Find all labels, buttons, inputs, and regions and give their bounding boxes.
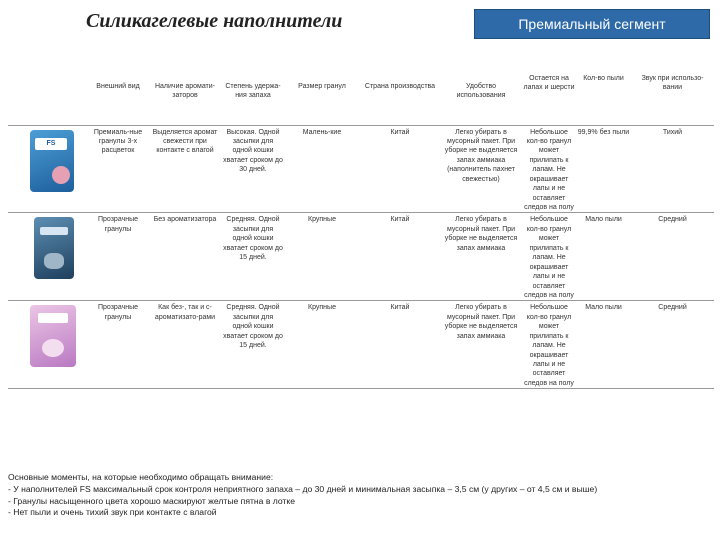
cell-usability: Легко убирать в мусорный пакет. При уборке не выделяется запах аммиака (наполнитель пахнет свежестью) <box>440 125 522 213</box>
cell-sound: Тихий <box>631 125 714 213</box>
cell-aroma: Без ароматизатора <box>148 213 222 301</box>
cell-odor: Средняя. Одной засыпки для одной кошки хватает сроком до 15 дней. <box>222 213 284 301</box>
cell-aroma: Как без-, так и с-ароматизато-рами <box>148 301 222 389</box>
cat-litter-bag-dark-blue-icon <box>34 217 74 279</box>
cell-size: Крупные <box>284 301 360 389</box>
notes-heading: Основные моменты, на которые необходимо обращать внимание: <box>8 472 274 482</box>
col-header-odor: Степень удержа-ния запаха <box>222 70 284 125</box>
col-header-image <box>8 70 88 125</box>
note-item: - Нет пыли и очень тихий звук при контакте с влагой <box>8 507 217 518</box>
cell-sound: Средний <box>631 213 714 301</box>
cell-remains: Небольшое кол-во гранул может прилипать к лапам. Не окрашивает лапы и не оставляет следов на полу <box>522 213 576 301</box>
table-row <box>8 125 714 213</box>
col-header-remains: Остается на лапах и шерсти <box>522 70 576 125</box>
cell-odor: Высокая. Одной засыпки для одной кошки хватает сроком до 30 дней. <box>222 125 284 213</box>
cell-dust: 99,9% без пыли <box>576 125 631 213</box>
cell-remains: Небольшое кол-во гранул может прилипать к лапам. Не окрашивает лапы и не оставляет следов на полу <box>522 301 576 389</box>
col-header-usability: Удобство использования <box>440 70 522 125</box>
cell-usability: Легко убирать в мусорный пакет. При уборке не выделяется запах аммиака <box>440 213 522 301</box>
product-image-cell <box>8 301 88 389</box>
cell-remains: Небольшое кол-во гранул может прилипать к лапам. Не окрашивает лапы и не оставляет следов на полу <box>522 125 576 213</box>
col-header-country: Страна производства <box>360 70 440 125</box>
cell-country: Китай <box>360 213 440 301</box>
note-item: - У наполнителей FS максимальный срок контроля неприятного запаха – до 30 дней и минимальная засыпка – 3,5 см (у других – от 4,5 см и выше) <box>8 483 598 494</box>
col-header-size: Размер гранул <box>284 70 360 125</box>
notes-block <box>8 472 716 519</box>
cell-country: Китай <box>360 301 440 389</box>
cell-dust: Мало пыли <box>576 301 631 389</box>
cat-litter-bag-blue-icon: FS <box>30 130 74 192</box>
cell-appearance: Премиаль-ные гранулы 3-х расцветок <box>88 125 148 213</box>
cell-size: Крупные <box>284 213 360 301</box>
cell-country: Китай <box>360 125 440 213</box>
cell-appearance: Прозрачные гранулы <box>88 301 148 389</box>
col-header-sound: Звук при использо-вании <box>631 70 714 125</box>
comparison-table <box>8 70 714 389</box>
col-header-appearance: Внешний вид <box>88 70 148 125</box>
cell-appearance: Прозрачные гранулы <box>88 213 148 301</box>
table-row <box>8 301 714 389</box>
cell-aroma: Выделяется аромат свежести при контакте с влагой <box>148 125 222 213</box>
cell-size: Малень-кие <box>284 125 360 213</box>
col-header-aroma: Наличие аромати-заторов <box>148 70 222 125</box>
product-image-cell <box>8 213 88 301</box>
col-header-dust: Кол-во пыли <box>576 70 631 125</box>
page-title: Силикагелевые наполнители <box>86 10 343 32</box>
cell-odor: Средняя. Одной засыпки для одной кошки хватает сроком до 15 дней. <box>222 301 284 389</box>
cell-dust: Мало пыли <box>576 213 631 301</box>
segment-badge: Премиальный сегмент <box>474 9 710 39</box>
note-item: - Гранулы насыщенного цвета хорошо маскируют желтые пятна в лотке <box>8 495 296 506</box>
cell-sound: Средний <box>631 301 714 389</box>
product-image-cell <box>8 125 88 213</box>
table-row <box>8 213 714 301</box>
cell-usability: Легко убирать в мусорный пакет. При уборке не выделяется запах аммиака <box>440 301 522 389</box>
table-header-row <box>8 70 714 125</box>
cat-litter-bag-pink-icon <box>30 305 76 367</box>
